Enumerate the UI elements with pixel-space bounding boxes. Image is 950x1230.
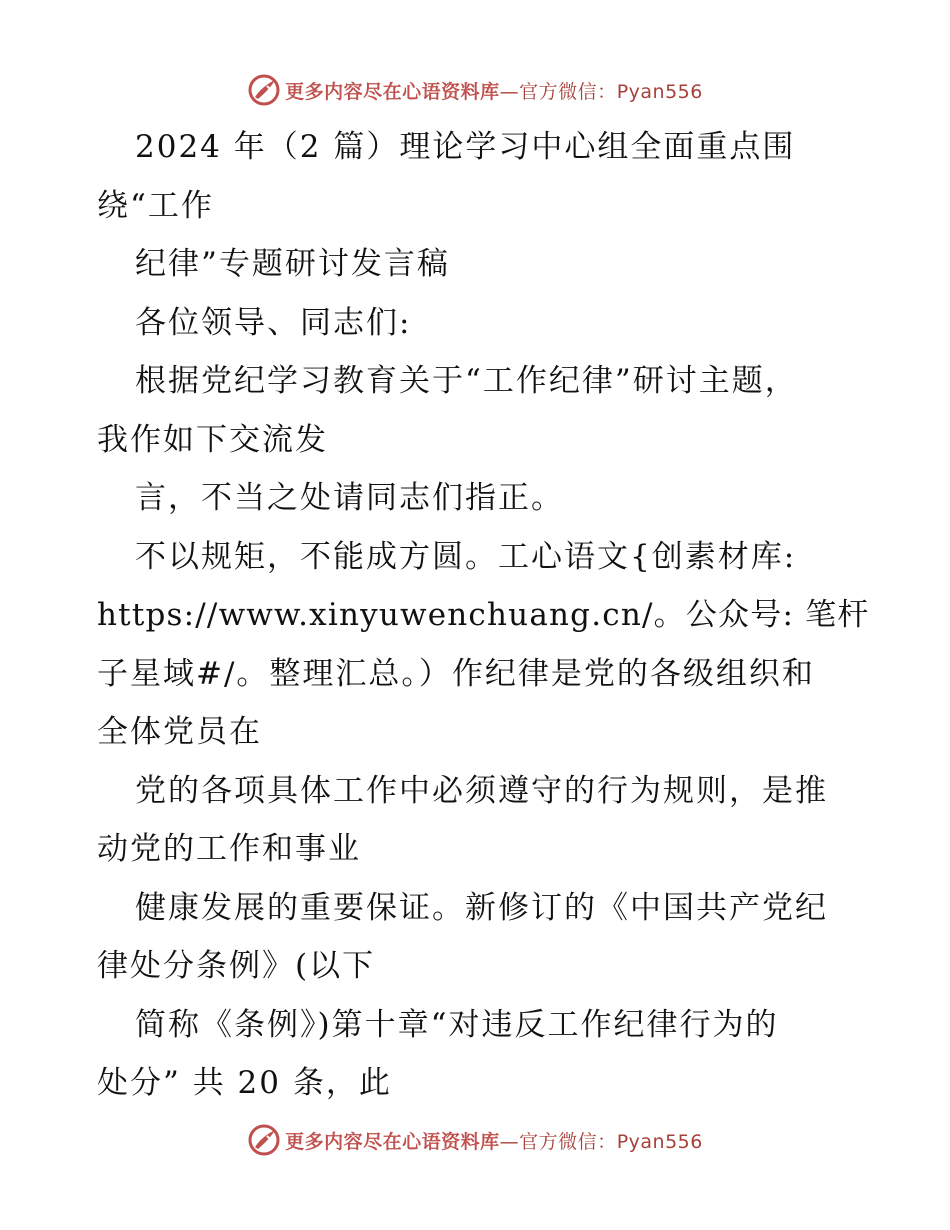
banner-wechat-id: Pyan556 [616, 1130, 703, 1153]
paragraph-line: 子星域#/。整理汇总。）作纪律是党的各级组织和 [97, 655, 815, 692]
banner-separator: — [499, 80, 520, 103]
paragraph-line: 根据党纪学习教育关于“工作纪律”研讨主题， [135, 363, 798, 399]
paragraph-line-url: https://www.xinyuwenchuang.cn/。公众号: 笔杆 [97, 597, 870, 633]
paragraph-line: 动党的工作和事业 [97, 831, 361, 867]
banner-wechat-id: Pyan556 [616, 80, 703, 103]
title-line-3: 纪律”专题研讨发言稿 [135, 246, 450, 282]
banner-main-text: 更多内容尽在心语资料库 [285, 1130, 500, 1153]
paragraph-line: 党的各项具体工作中必须遵守的行为规则，是推 [135, 772, 828, 809]
paragraph-line: 全体党员在 [97, 714, 262, 750]
paragraph-line: 律处分条例》(以下 [97, 948, 376, 984]
paragraph-line: 简称《条例》)第十章“对违反工作纪律行为的 [135, 1006, 779, 1043]
title-line-2: 绕“工作 [97, 187, 214, 224]
banner-text [285, 77, 703, 104]
paragraph-line: 不以规矩，不能成方圆。工心语文{创素材库: [135, 538, 797, 575]
brush-logo-icon [247, 73, 281, 107]
footer-watermark-banner [0, 1120, 950, 1160]
paragraph-line: 我作如下交流发 [97, 421, 328, 458]
banner-main-text: 更多内容尽在心语资料库 [285, 80, 500, 103]
brush-logo-icon [247, 1123, 281, 1157]
paragraph-line: 健康发展的重要保证。新修订的《中国共产党纪 [135, 889, 828, 926]
document-body [97, 118, 877, 1113]
paragraph-line: 处分” 共 20 条，此 [97, 1065, 392, 1101]
header-watermark-banner [0, 70, 950, 110]
salutation: 各位领导、同志们: [135, 304, 412, 341]
banner-text [285, 1127, 703, 1154]
paragraph-line: 言，不当之处请同志们指正。 [135, 480, 564, 516]
title-line-1: 2024 年（2 篇）理论学习中心组全面重点围 [135, 129, 796, 165]
banner-sub-text: 官方微信： [519, 80, 617, 103]
banner-sub-text: 官方微信： [519, 1130, 617, 1153]
banner-separator: — [499, 1130, 520, 1153]
